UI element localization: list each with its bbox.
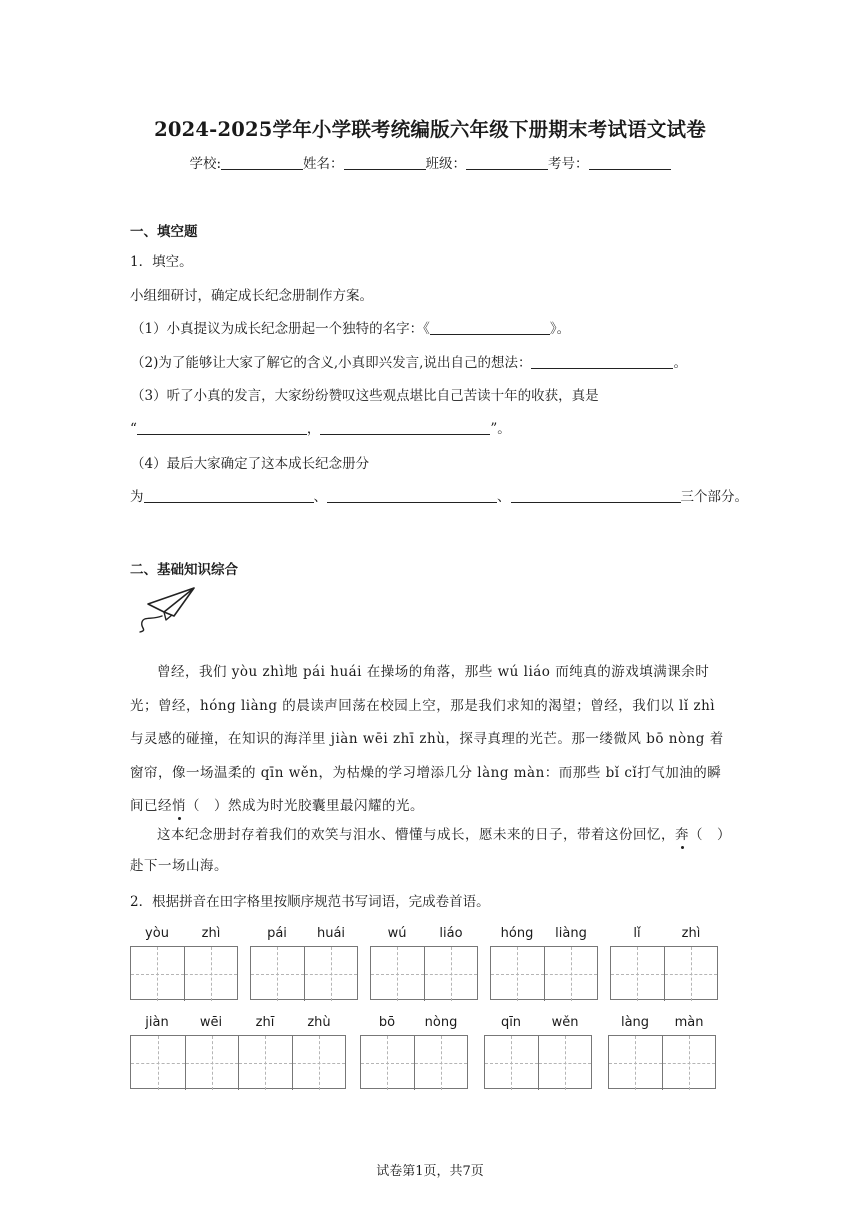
tianzi-cell[interactable] xyxy=(371,947,424,1001)
question-1-3-blanks xyxy=(130,417,511,437)
passage-1-text: 曾经，我们 yòu zhì地 pái huái 在操场的角落，那些 wú liáo 而纯真的游戏填满课余时光；曾经，hóng liàng 的晨读声回荡在校园上空，那是我们求知的渴望；曾经，我们以 lǐ zhì 与灵感的碰撞，在知识的海洋里 jiàn wēi zhī zhù，探寻真理的光芒。那一缕微风 bō nòng 着窗帘，像一场温柔的 qīn wěn，为枯燥的学习增添几分 làng màn：而那些 bǐ cǐ打气加油的瞬间已经 xyxy=(130,664,724,814)
pinyin: zhī xyxy=(255,1015,275,1030)
pinyin: liàng xyxy=(555,926,587,941)
tianzi-cell[interactable] xyxy=(184,947,237,1001)
pinyin: bō xyxy=(378,1015,396,1030)
number-blank[interactable] xyxy=(589,155,671,170)
pinyin: màn xyxy=(674,1015,704,1030)
question-1-1 xyxy=(131,317,570,337)
question-1-intro: 1．填空。 xyxy=(130,254,193,270)
word-grid-6 xyxy=(130,1015,346,1089)
pinyin: wēi xyxy=(199,1015,223,1030)
tianzi-cell[interactable] xyxy=(664,947,717,1001)
pinyin: làng xyxy=(620,1015,650,1030)
word-grid-5 xyxy=(610,926,718,1000)
pinyin: hóng xyxy=(500,926,534,941)
tianzi-cell[interactable] xyxy=(662,1036,715,1090)
q1-1-blank[interactable] xyxy=(430,320,550,335)
name-blank[interactable] xyxy=(344,155,426,170)
passage-1-text-end: （ ）然成为时光胶囊里最闪耀的光。 xyxy=(186,798,424,814)
dotted-char-qiao: 悄 xyxy=(172,798,186,814)
q1-4-sep-1: 、 xyxy=(313,489,327,505)
tianzi-cell[interactable] xyxy=(361,1036,414,1090)
section-heading-fill: 一、填空题 xyxy=(130,224,198,240)
section-heading-basic: 二、基础知识综合 xyxy=(130,562,238,578)
q1-3-comma: ， xyxy=(306,421,321,437)
tianzi-cell[interactable] xyxy=(414,1036,467,1090)
pinyin: wěn xyxy=(551,1015,579,1030)
question-1-4-blanks xyxy=(130,485,748,505)
tianzi-cell[interactable] xyxy=(251,947,304,1001)
tianzi-cell[interactable] xyxy=(544,947,597,1001)
number-label: 考号： xyxy=(548,156,589,172)
page-title: 2024-2025学年小学联考统编版六年级下册期末考试语文试卷 xyxy=(154,118,706,141)
paper-plane-icon xyxy=(134,586,198,634)
dotted-char-ben: 奔 xyxy=(675,827,689,843)
word-grid-7 xyxy=(360,1015,468,1089)
passage-paragraph-1 xyxy=(130,656,730,824)
q1-4-blank-2[interactable] xyxy=(327,488,497,503)
tianzi-cell[interactable] xyxy=(131,1036,185,1090)
word-grid-9 xyxy=(608,1015,716,1089)
school-label: 学校: xyxy=(189,156,222,172)
pinyin: zhì xyxy=(201,926,221,941)
tianzi-cell[interactable] xyxy=(424,947,477,1001)
school-blank[interactable] xyxy=(221,155,303,170)
pinyin: wú xyxy=(387,926,407,941)
pinyin: qīn xyxy=(500,1015,522,1030)
word-grid-3 xyxy=(370,926,478,1000)
q1-3-blank-2[interactable] xyxy=(320,420,490,435)
tianzi-cell[interactable] xyxy=(485,1036,538,1090)
q1-3-close-quote: ”。 xyxy=(490,421,511,437)
page-footer: 试卷第1页，共7页 xyxy=(376,1164,484,1179)
q1-4-blank-1[interactable] xyxy=(144,488,314,503)
word-grid-8 xyxy=(484,1015,592,1089)
q1-4-end: 三个部分。 xyxy=(680,489,748,505)
name-label: 姓名： xyxy=(303,156,344,172)
word-grid-1 xyxy=(130,926,238,1000)
q1-1-end: 》。 xyxy=(549,321,571,337)
pinyin: lǐ xyxy=(633,926,641,941)
tianzi-cell[interactable] xyxy=(609,1036,662,1090)
q1-3-blank-1[interactable] xyxy=(137,420,307,435)
tianzi-cell[interactable] xyxy=(304,947,357,1001)
passage-paragraph-2 xyxy=(130,820,730,882)
q1-3-open-quote: “ xyxy=(130,421,137,437)
question-1-2 xyxy=(131,351,687,371)
q1-2-text: （2)为了能够让大家了解它的含义,小真即兴发言,说出自己的想法： xyxy=(131,355,532,371)
q1-4-blank-3[interactable] xyxy=(511,488,681,503)
question-1-4: （4）最后大家确定了这本成长纪念册分 xyxy=(131,456,370,472)
word-grid-4 xyxy=(490,926,598,1000)
word-grid-2 xyxy=(250,926,358,1000)
passage-2-text-end: （ ）赴下一场山海。 xyxy=(130,827,725,874)
q1-1-text: （1）小真提议为成长纪念册起一个独特的名字：《 xyxy=(131,321,430,337)
question-1-3: （3）听了小真的发言，大家纷纷赞叹这些观点堪比自己苦读十年的收获，真是 xyxy=(131,388,599,404)
pinyin: huái xyxy=(316,926,346,941)
pinyin: yòu xyxy=(145,926,169,941)
class-blank[interactable] xyxy=(466,155,548,170)
pinyin: jiàn xyxy=(145,1015,169,1030)
tianzi-cell[interactable] xyxy=(292,1036,346,1090)
pinyin: zhì xyxy=(681,926,701,941)
tianzi-cell[interactable] xyxy=(238,1036,292,1090)
pinyin: nòng xyxy=(424,1015,458,1030)
tianzi-cell[interactable] xyxy=(185,1036,239,1090)
q1-4-sep-2: 、 xyxy=(497,489,511,505)
tianzi-cell[interactable] xyxy=(491,947,544,1001)
tianzi-cell[interactable] xyxy=(131,947,184,1001)
q1-4-start: 为 xyxy=(130,489,144,505)
q1-2-end: 。 xyxy=(673,355,687,371)
pinyin: liáo xyxy=(439,926,463,941)
pinyin: pái xyxy=(267,926,287,941)
question-1-lead: 小组细研讨，确定成长纪念册制作方案。 xyxy=(130,288,373,304)
tianzi-cell[interactable] xyxy=(611,947,664,1001)
pinyin: zhù xyxy=(307,1015,331,1030)
tianzi-cell[interactable] xyxy=(538,1036,591,1090)
question-2: 2．根据拼音在田字格里按顺序规范书写词语，完成卷首语。 xyxy=(130,894,490,910)
q1-2-blank[interactable] xyxy=(531,354,673,369)
passage-2-text: 这本纪念册封存着我们的欢笑与泪水、懵懂与成长，愿未来的日子，带着这份回忆， xyxy=(157,827,675,843)
class-label: 班级： xyxy=(425,156,467,172)
student-info-line xyxy=(0,152,860,172)
